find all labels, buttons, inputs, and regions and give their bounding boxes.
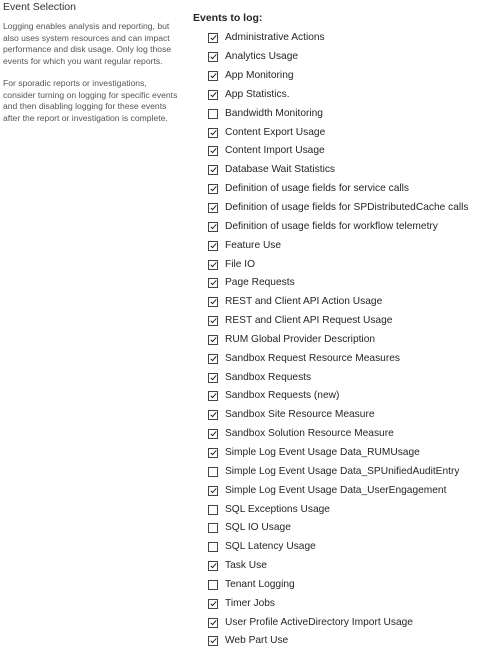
section-description-1: Logging enables analysis and reporting, but also uses system resources and can impact performance and disk usage. Only log those events for which you want regular reports. bbox=[3, 21, 172, 66]
event-label[interactable]: Content Export Usage bbox=[225, 126, 326, 138]
event-option[interactable] bbox=[208, 500, 498, 519]
event-option[interactable] bbox=[208, 142, 498, 161]
event-option[interactable] bbox=[208, 255, 498, 274]
event-label[interactable]: SQL Latency Usage bbox=[225, 541, 316, 553]
event-option[interactable] bbox=[208, 387, 498, 406]
event-option[interactable] bbox=[208, 557, 498, 576]
event-option[interactable] bbox=[208, 462, 498, 481]
event-option[interactable] bbox=[208, 86, 498, 105]
event-option[interactable] bbox=[208, 180, 498, 199]
section-description-2: For sporadic reports or investigations, consider turning on logging for specific events and then disabling logging for these events after the report or investigation is complete. bbox=[3, 78, 178, 123]
event-option[interactable] bbox=[208, 123, 498, 142]
event-checkbox[interactable] bbox=[208, 146, 218, 156]
event-label[interactable]: Bandwidth Monitoring bbox=[225, 107, 323, 119]
event-checkbox[interactable] bbox=[208, 297, 218, 307]
event-label[interactable]: Definition of usage fields for SPDistributedCache calls bbox=[225, 202, 469, 214]
event-checkbox[interactable] bbox=[208, 165, 218, 175]
event-option[interactable] bbox=[208, 444, 498, 463]
event-label[interactable]: Database Wait Statistics bbox=[225, 164, 336, 176]
events-to-log-label: Events to log: bbox=[193, 12, 263, 24]
event-checkbox[interactable] bbox=[208, 316, 218, 326]
event-option[interactable] bbox=[208, 575, 498, 594]
event-checkbox[interactable] bbox=[208, 448, 218, 458]
event-option[interactable] bbox=[208, 632, 498, 651]
event-label[interactable]: SQL Exceptions Usage bbox=[225, 503, 330, 515]
event-label[interactable]: Timer Jobs bbox=[225, 597, 276, 609]
event-option[interactable] bbox=[208, 274, 498, 293]
event-option[interactable] bbox=[208, 217, 498, 236]
event-option[interactable] bbox=[208, 48, 498, 67]
event-label[interactable]: REST and Client API Action Usage bbox=[225, 296, 383, 308]
event-option[interactable] bbox=[208, 104, 498, 123]
event-option[interactable] bbox=[208, 481, 498, 500]
event-checkbox[interactable] bbox=[208, 52, 218, 62]
event-option[interactable] bbox=[208, 594, 498, 613]
event-label[interactable]: User Profile ActiveDirectory Import Usage bbox=[225, 616, 413, 628]
event-label[interactable]: Content Import Usage bbox=[225, 145, 325, 157]
event-label[interactable]: Administrative Actions bbox=[225, 32, 325, 44]
event-checkbox[interactable] bbox=[208, 561, 218, 571]
event-checkbox[interactable] bbox=[208, 410, 218, 420]
event-checkbox[interactable] bbox=[208, 128, 218, 138]
event-label[interactable]: App Monitoring bbox=[225, 70, 294, 82]
event-label[interactable]: Tenant Logging bbox=[225, 578, 295, 590]
event-label[interactable]: Task Use bbox=[225, 560, 267, 572]
event-checkbox[interactable] bbox=[208, 260, 218, 270]
event-checkbox[interactable] bbox=[208, 580, 218, 590]
event-label[interactable]: File IO bbox=[225, 258, 256, 270]
event-checkbox[interactable] bbox=[208, 241, 218, 251]
event-label[interactable]: Feature Use bbox=[225, 239, 282, 251]
event-label[interactable]: RUM Global Provider Description bbox=[225, 333, 376, 345]
event-checkbox[interactable] bbox=[208, 33, 218, 43]
event-checkbox[interactable] bbox=[208, 486, 218, 496]
event-checkbox[interactable] bbox=[208, 618, 218, 628]
event-option[interactable] bbox=[208, 519, 498, 538]
events-panel bbox=[193, 11, 498, 651]
event-checkbox-list bbox=[193, 29, 498, 651]
event-label[interactable]: Simple Log Event Usage Data_RUMUsage bbox=[225, 446, 420, 458]
event-checkbox[interactable] bbox=[208, 599, 218, 609]
event-option[interactable] bbox=[208, 331, 498, 350]
event-checkbox[interactable] bbox=[208, 505, 218, 515]
event-checkbox[interactable] bbox=[208, 354, 218, 364]
event-checkbox[interactable] bbox=[208, 278, 218, 288]
event-option[interactable] bbox=[208, 349, 498, 368]
event-label[interactable]: Definition of usage fields for workflow telemetry bbox=[225, 220, 438, 232]
event-checkbox[interactable] bbox=[208, 335, 218, 345]
event-label[interactable]: Sandbox Site Resource Measure bbox=[225, 409, 375, 421]
event-label[interactable]: Definition of usage fields for service calls bbox=[225, 183, 410, 195]
event-checkbox[interactable] bbox=[208, 222, 218, 232]
event-checkbox[interactable] bbox=[208, 542, 218, 552]
event-option[interactable] bbox=[208, 538, 498, 557]
event-checkbox[interactable] bbox=[208, 429, 218, 439]
event-option[interactable] bbox=[208, 236, 498, 255]
event-option[interactable] bbox=[208, 613, 498, 632]
event-option[interactable] bbox=[208, 312, 498, 331]
event-option[interactable] bbox=[208, 293, 498, 312]
event-checkbox[interactable] bbox=[208, 184, 218, 194]
event-label[interactable]: Web Part Use bbox=[225, 635, 289, 647]
event-option[interactable] bbox=[208, 406, 498, 425]
event-checkbox[interactable] bbox=[208, 636, 218, 646]
event-checkbox[interactable] bbox=[208, 391, 218, 401]
event-option[interactable] bbox=[208, 199, 498, 218]
event-checkbox[interactable] bbox=[208, 373, 218, 383]
event-option[interactable] bbox=[208, 161, 498, 180]
event-label[interactable]: Analytics Usage bbox=[225, 51, 299, 63]
event-checkbox[interactable] bbox=[208, 109, 218, 119]
event-option[interactable] bbox=[208, 29, 498, 48]
event-label[interactable]: Sandbox Solution Resource Measure bbox=[225, 428, 394, 440]
event-checkbox[interactable] bbox=[208, 523, 218, 533]
event-selection-section bbox=[3, 1, 181, 135]
event-label[interactable]: Sandbox Requests (new) bbox=[225, 390, 340, 402]
event-checkbox[interactable] bbox=[208, 467, 218, 477]
event-label[interactable]: SQL IO Usage bbox=[225, 522, 291, 534]
section-title: Event Selection bbox=[3, 1, 76, 13]
event-checkbox[interactable] bbox=[208, 90, 218, 100]
event-checkbox[interactable] bbox=[208, 71, 218, 81]
event-option[interactable] bbox=[208, 425, 498, 444]
event-option[interactable] bbox=[208, 67, 498, 86]
event-label[interactable]: Simple Log Event Usage Data_UserEngagement bbox=[225, 484, 447, 496]
event-label[interactable]: Simple Log Event Usage Data_SPUnifiedAuditEntry bbox=[225, 465, 460, 477]
event-label[interactable]: Sandbox Requests bbox=[225, 371, 312, 383]
event-label[interactable]: Sandbox Request Resource Measures bbox=[225, 352, 400, 364]
event-option[interactable] bbox=[208, 368, 498, 387]
event-label[interactable]: App Statistics. bbox=[225, 88, 290, 100]
event-label[interactable]: REST and Client API Request Usage bbox=[225, 315, 393, 327]
event-checkbox[interactable] bbox=[208, 203, 218, 213]
event-label[interactable]: Page Requests bbox=[225, 277, 295, 289]
